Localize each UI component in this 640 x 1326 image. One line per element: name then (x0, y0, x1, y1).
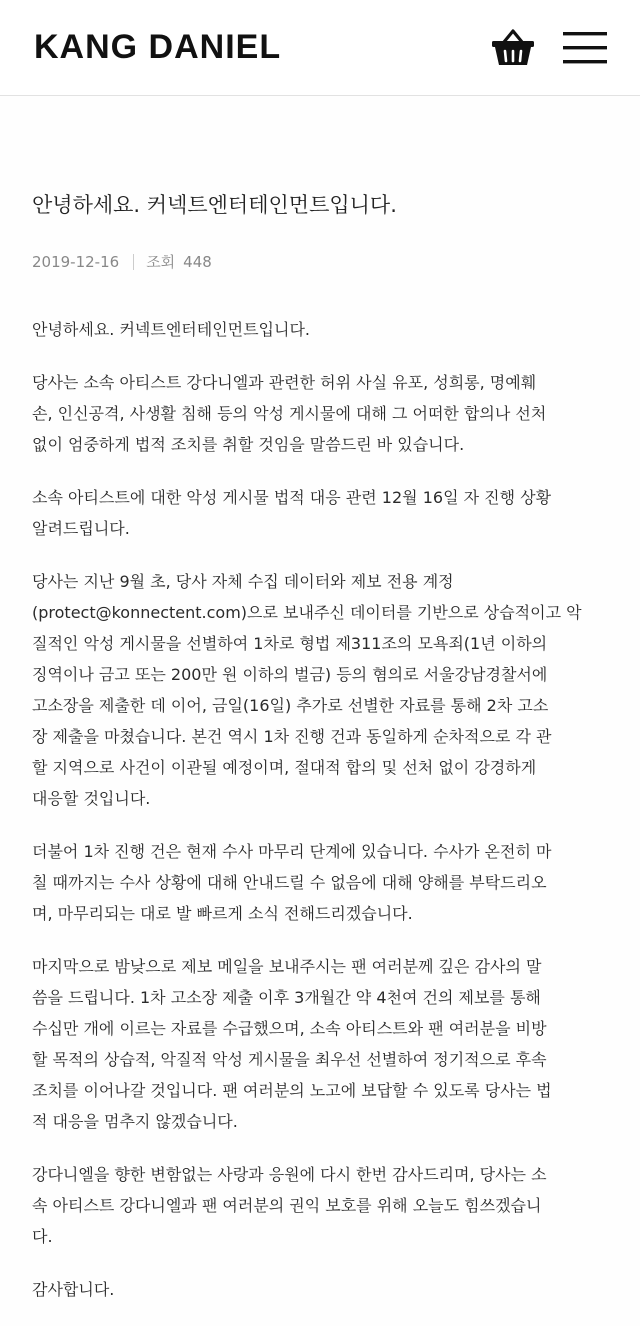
post-paragraph: 더불어 1차 진행 건은 현재 수사 마무리 단계에 있습니다. 수사가 온전히 마 칠 때까지는 수사 상황에 대해 안내드릴 수 없음에 대해 양해를 부탁드리오 며, 마무리되는 대로 발 빠르게 소식 전해드리겠습니다. (32, 842, 552, 923)
hamburger-menu-icon[interactable] (562, 30, 608, 66)
post-paragraph: 감사합니다. (32, 1280, 115, 1299)
site-header (0, 0, 640, 96)
post-paragraph: 당사는 지난 9월 초, 당사 자체 수집 데이터와 제보 전용 계정 (protect@konnectent.com)으로 보내주신 데이터를 기반으로 상습적이고 악 질적인 악성 게시물을 선별하여 1차로 형법 제311조의 모욕죄(1년 이하의 징역이나 금고 또는 200만 원 이하의 벌금) 등의 혐의로 서울강남경찰서에 고소장을 제출한 데 이어, 금일(16일) 추가로 선별한 자료를 통해 2차 고소 장 제출을 마쳤습니다. 본건 역시 1차 진행 건과 동일하게 순차적으로 각 관 할 지역으로 사건이 이관될 예정이며, 절대적 합의 및 선처 없이 강경하게 대응할 것입니다. (32, 572, 582, 808)
basket-icon[interactable] (490, 28, 536, 68)
brand-logo[interactable]: KANG DANIEL (34, 28, 282, 66)
post-paragraph: 안녕하세요. 커넥트엔터테인먼트입니다. (32, 320, 311, 339)
view-count-label: 조회 (146, 253, 176, 271)
post-paragraph: 마지막으로 밤낮으로 제보 메일을 보내주시는 팬 여러분께 깊은 감사의 말 씀을 드립니다. 1차 고소장 제출 이후 3개월간 약 4천여 건의 제보를 통해 수십만 개에 이르는 자료를 수급했으며, 소속 아티스트와 팬 여러분을 비방 할 목적의 상습적, 악질적 악성 게시물을 최우선 선별하여 정기적으로 후속 조치를 이어나갈 것입니다. 팬 여러분의 노고에 보답할 수 있도록 당사는 법 적 대응을 멈추지 않겠습니다. (32, 957, 552, 1131)
post-content (0, 190, 640, 1305)
view-count (146, 252, 212, 272)
view-count-value: 448 (183, 253, 212, 271)
meta-divider (133, 254, 134, 270)
post-paragraph: 강다니엘을 향한 변함없는 사랑과 응원에 다시 한번 감사드리며, 당사는 소 속 아티스트 강다니엘과 팬 여러분의 권익 보호를 위해 오늘도 힘쓰겠습니 다. (32, 1165, 547, 1246)
post-date: 2019-12-16 (32, 253, 120, 271)
post-body (32, 314, 608, 1305)
post-title: 안녕하세요. 커넥트엔터테인먼트입니다. (32, 193, 397, 217)
header-icons (490, 28, 608, 68)
post-paragraph: 당사는 소속 아티스트 강다니엘과 관련한 허위 사실 유포, 성희롱, 명예훼 손, 인신공격, 사생활 침해 등의 악성 게시물에 대해 그 어떠한 합의나 선처 없이 엄중하게 법적 조치를 취할 것임을 말씀드린 바 있습니다. (32, 373, 547, 454)
post-meta (32, 252, 608, 272)
post-paragraph: 소속 아티스트에 대한 악성 게시물 법적 대응 관련 12월 16일 자 진행 상황 알려드립니다. (32, 488, 552, 538)
